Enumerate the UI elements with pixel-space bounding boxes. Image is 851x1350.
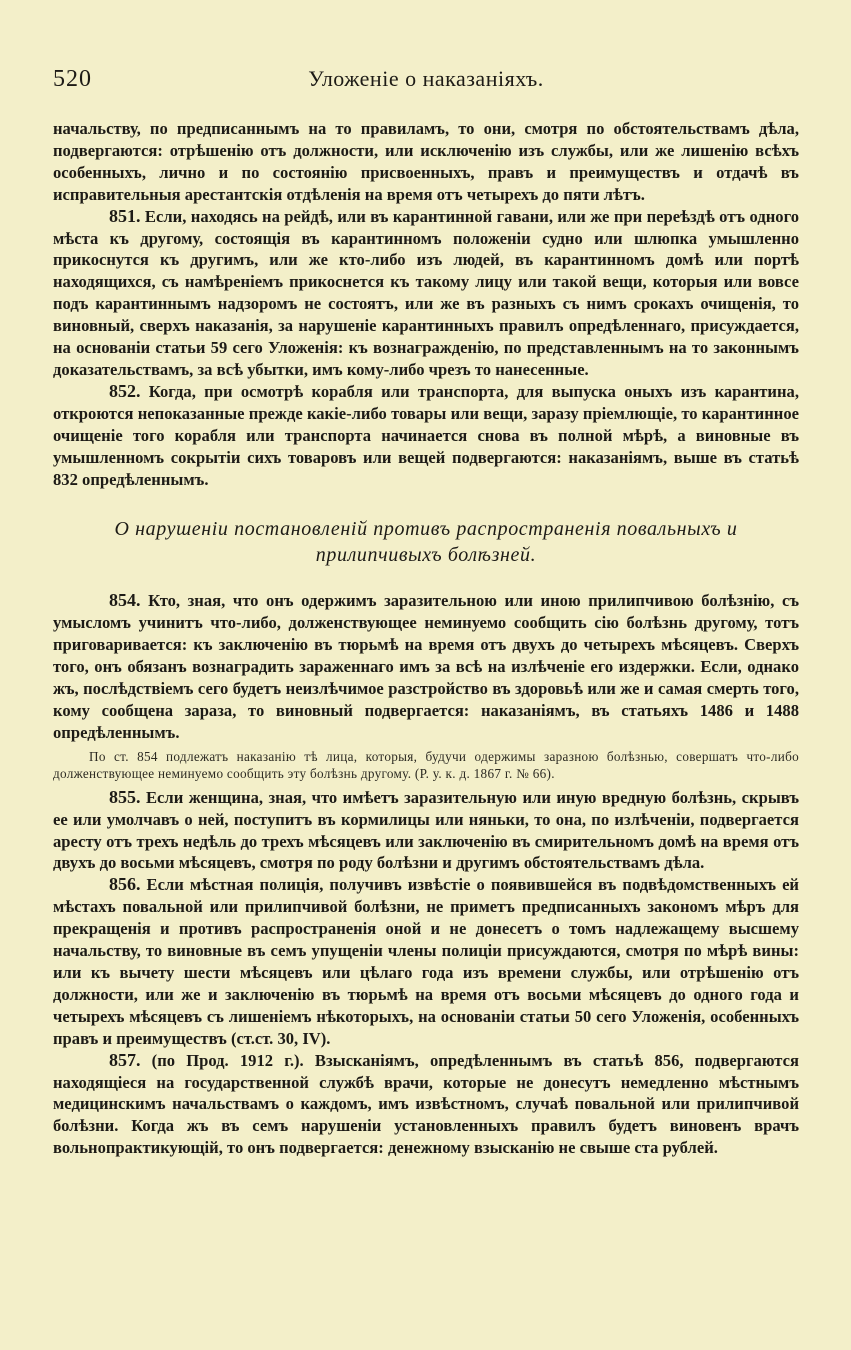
article-text: Если мѣстная полиція, получивъ извѣстіе о появившейся въ подвѣдомственныхъ ей мѣстахъ повальной или прилипчивой болѣзни, не приметъ предписанныхъ закономъ мѣръ для прекращенія и противъ распространенія оной и не донесетъ о томъ надлежащему высшему начальству, то виновные въ семъ упущеніи члены полиціи присуждаются, смотря по мѣрѣ вины: или къ вычету шести мѣсяцевъ или цѣлаго года изъ времени службы, или отрѣшенію отъ должности, или же и заключенію въ тюрьмѣ на время отъ восьми мѣсяцевъ до одного года и четырехъ мѣсяцевъ съ лишеніемъ нѣкоторыхъ, на основаніи статьи 50 сего Уложенія, особенныхъ правъ и преимуществъ (ст.ст. 30, IV).: [53, 875, 799, 1048]
paragraph-continuation: начальству, по предписаннымъ на то правиламъ, то они, смотря по обстоятельствамъ дѣла, подвергаются: отрѣшенію отъ должности, или исключенію изъ службы, или же лишенію всѣхъ особенныхъ, лично и по состоянію присвоенныхъ, правъ и преимуществъ и отдачѣ въ исправительныя арестантскія отдѣленія на время отъ четырехъ до пяти лѣтъ.: [53, 119, 799, 204]
article-number: 854.: [109, 590, 141, 611]
article-text: Если, находясь на рейдѣ, или въ карантинной гавани, или же при переѣздѣ отъ одного мѣста къ другому, состоящія въ карантинномъ положеніи судно или шлюпка умышленно прикоснутся къ другимъ, или же кто-либо изъ людей, въ карантинномъ домѣ или портѣ находящихся, съ намѣреніемъ прикоснется къ такому лицу или такой вещи, которыя или вовсе подъ карантиннымъ надзоромъ не состоятъ, или же въ разныхъ съ нимъ срокахъ очищенія, то виновный, сверхъ наказанія, за нарушеніе карантинныхъ правилъ опредѣленнаго, присуждается, на основаніи статьи 59 сего Уложенія: къ вознагражденію, по представленнымъ на то законнымъ доказательствамъ, за всѣ убытки, имъ кому-либо чрезъ то нанесенные.: [53, 206, 799, 379]
article-text: Если женщина, зная, что имѣетъ заразительную или иную вредную болѣзнь, скрывъ ее или умолчавъ о ней, поступитъ въ кормилицы или няньки, то она, по излѣченіи, подвергается аресту отъ трехъ недѣль до трехъ мѣсяцевъ или заключенію въ смирительномъ домѣ на время отъ двухъ до восьми мѣсяцевъ, смотря по роду болѣзни и другимъ обстоятельствамъ дѣла.: [53, 787, 799, 873]
article-854: [53, 590, 799, 743]
article-text: Когда, при осмотрѣ корабля или транспорта, для выпуска оныхъ изъ карантина, откроются непоказанные прежде какіе-либо товары или вещи, заразу пріемлющіе, то карантинное очищеніе того корабля или транспорта начинается снова въ полной мѣрѣ, а виновные въ умышленномъ сокрытіи сихъ товаровъ или вещей подвергаются: наказаніямъ, выше въ статьѣ 832 опредѣленнымъ.: [53, 381, 799, 489]
section-heading: О нарушеніи постановленій противъ распространенія повальныхъ и прилипчивыхъ болѣзней.: [114, 518, 738, 567]
page-number: 520: [53, 66, 92, 92]
article-852: [53, 381, 799, 491]
article-text: Кто, зная, что онъ одержимъ заразительною или иною прилипчивою болѣзнію, съ умысломъ учинитъ что-либо, долженствующее неминуемо сообщить сію болѣзнь другому, тотъ приговаривается: къ заключенію въ тюрьмѣ на время отъ двухъ до четырехъ мѣсяцевъ. Сверхъ того, онъ обязанъ вознаградить зараженнаго имъ за всѣ на излѣченіе его издержки. Если, однако жъ, послѣдствіемъ сего будетъ неизлѣчимое разстройство въ здоровьѣ или же и самая смерть того, кому сообщена зараза, то виновный подвергается: наказаніямъ, въ статьяхъ 1486 и 1488 опредѣленнымъ.: [53, 591, 799, 742]
article-number: 855.: [109, 786, 141, 807]
article-number: 852.: [109, 380, 141, 401]
article-number: 856.: [109, 874, 141, 895]
page-header: [53, 0, 799, 118]
article-number: 851.: [109, 205, 141, 226]
article-856: [53, 874, 799, 1049]
article-857: [53, 1050, 799, 1160]
article-855: [53, 787, 799, 875]
article-number: 857.: [109, 1049, 141, 1070]
running-title: Уложеніе о наказаніяхъ.: [308, 66, 544, 91]
article-851: [53, 206, 799, 381]
footnote-854: По ст. 854 подлежатъ наказанію тѣ лица, которыя, будучи одержимы заразною болѣзнью, совершатъ что-либо долженствующее неминуемо сообщить эту болѣзнь другому. (Р. у. к. д. 1867 г. № 66).: [53, 748, 799, 782]
article-text: (по Прод. 1912 г.). Взысканіямъ, опредѣленнымъ въ статьѣ 856, подвергаются находящіеся на государственной службѣ врачи, которые не донесутъ немедленно мѣстнымъ медицинскимъ начальствамъ о каждомъ, имъ извѣстномъ, случаѣ повальной или прилипчивой болѣзни. Когда жъ въ семъ нарушеніи установленныхъ правилъ будетъ виновенъ врачъ вольнопрактикующій, то онъ подвергается: денежному взысканію не свыше ста рублей.: [53, 1050, 799, 1158]
